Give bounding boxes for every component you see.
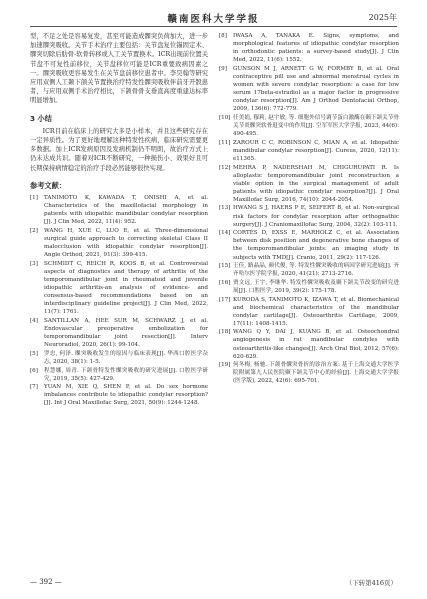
reference-number: [12]: [219, 164, 231, 171]
reference-item: [219, 279, 399, 295]
reference-number: [5]: [30, 350, 38, 357]
reference-text: GUNSON M J, ARNETT G W, FORMBY B, et al. Oral contraceptive pill use and abnormal menstrual cycles in women with severe condylar resorption: a case for low serum 17beta-estradiol as a major factor in progressive condylar resorption[J]. Am J Orthod Dentofacial Orthop, 2009, 136(6): 772-779.: [233, 65, 399, 113]
reference-text: SCHMIDT C, REICH R, KOOS B, et al. Controversial aspects of diagnostics and therapy of arthritis of the temporomandibular joint in rheumatoid and juvenile idiopathic arthritis-an analysis of evidence- and consensus-based recommendations based on an interdisciplinary guideline project[J]. J Clin Med, 2022, 11(7): 1761.: [44, 260, 208, 316]
reference-text: WANG H, XUE C, LUO E, et al. Three-dimensional surgical guide approach to correcting skeletal Class II malocclusion with idiopathic condylar resorption[J]. Angle Orthod, 2021, 91(3): 399-415.: [44, 227, 208, 259]
reference-text: MEHRA P, NADERSHAH M, CHIGURUPATI R. Is alloplastic temporomandibular joint reconstruction a viable option in the surgical management of adult patients with idiopathic condylar resorption?[J]. J Oral Maxillofac Surg, 2016, 74(10): 2044-2054.: [233, 164, 399, 203]
reference-number: [18]: [219, 329, 231, 336]
reference-number: [19]: [219, 362, 231, 369]
page-header: [30, 10, 397, 27]
reference-list-left: [30, 194, 208, 407]
reference-text: 程慧娜, 周青. 下颌骨特发性髁突吸收的研究进展[J]. 口腔医学研究, 2019, 35(5): 427-429.: [44, 367, 208, 382]
reference-text: IWASA A, TANAKA E. Signs, symptoms, and morphological features of idiopathic condylar resorption in orthodontic patients: a survey-based study[J]. J Clin Med, 2022, 11(6): 1552.: [233, 33, 399, 64]
reference-item: [219, 361, 399, 385]
reference-number: [3]: [30, 260, 38, 267]
reference-number: [13]: [219, 205, 231, 212]
reference-item: [219, 32, 399, 64]
reference-number: [9]: [219, 65, 227, 72]
reference-number: [6]: [30, 367, 38, 374]
journal-year: 2025年: [368, 13, 397, 22]
reference-item: [30, 260, 208, 317]
reference-text: 何冬梅, 杨驰. 下颌骨髁突骨折的诊治方案: 基于上海交通大学医学院附属第九人民医院颞下颌关节中心的经验[J]. 上海交通大学学报(医学版), 2022, 42(6): 695-701.: [233, 362, 399, 385]
reference-number: [10]: [219, 114, 231, 121]
reference-number: [17]: [219, 296, 231, 303]
body-paragraph-2: ICR目前在临床上的研究大多是小样本，并且这些研究存在一定异质性。为了更好地理解这种特发性疾病，临床研究需要更多数据。加上ICR发病原因及发病机制仍不明朗，故治疗方式上仍未达成共识。随着对ICR不断研究，一种损伤小、效果好且可长期保持病情稳定的治疗手段必然能够很快实现。: [30, 127, 208, 172]
reference-text: 王佳, 路晶晶, 颜代俊, 等. 特发性髁突吸收的病因学研究进展[J]. 齐齐哈尔医学院学报, 2020, 41(21): 2713-2716.: [233, 263, 399, 278]
reference-number: [15]: [219, 263, 231, 270]
references-title: 参考文献：: [30, 180, 66, 190]
reference-item: [30, 383, 208, 407]
reference-item: [219, 204, 399, 228]
reference-item: [30, 317, 208, 349]
reference-text: ZAROUR C C, ROBINSON C, MIAN A, et al. Idiopathic mandibular condylar resorption[J]. Cureus, 2020, 12(11): e11365.: [233, 139, 399, 162]
reference-item: [219, 262, 399, 278]
journal-title: 赣南医科大学学报: [167, 14, 260, 25]
reference-number: [8]: [219, 33, 227, 39]
reference-item: [219, 229, 399, 261]
reference-text: TANIMOTO K, KAWADA T, ONISHI A, et al. Characteristics of the maxillofacial morphology in patients with idiopathic mandibular condylar resorption [J]. J Clin Med, 2022, 11(4): 952.: [44, 195, 208, 226]
reference-item: [219, 139, 399, 163]
reference-text: 罗忠, 何泽. 髁突吸收发生的原因与临床表现[J]. 华西口腔医学杂志, 2020, 38(1): 1-5.: [44, 350, 208, 365]
reference-number: [1]: [30, 195, 38, 202]
reference-number: [2]: [30, 227, 38, 234]
reference-text: CORTÉS D, EXSS E, MARHOLZ C, et al. Association between disk position and degenerative bone changes of the temporomandibular joints: an imaging study in subjects with TMD[J]. Cranio, 2011, 29(2): 117-126.: [233, 230, 399, 261]
reference-list-right: [219, 32, 399, 386]
reference-text: 任美娟, 穆莉, 赵宇敏, 等. 细胞外信号调节蛋白激酶在颞下颌关节骨关节炎髁突软骨退变中的作用[J]. 空军军医大学学报, 2023, 44(6): 490-495.: [233, 114, 399, 138]
reference-number: [7]: [30, 384, 38, 391]
body-paragraph-1: 型，不足之处是容易复发，甚至可能造成髁突负荷加大，进一步加速髁突吸收。关节手术治疗主要包括：关节盘复位锚固定术、髁突切除后肋骨-软骨转移或人工关节置换术。ICR出现前位置关节盘不可复性前移位，关节盘移位可能是ICR重要致病因素之一。髁突吸收更容易发生在关节盘前移位患者中。李昊翰等研究应用双侧人工颞下颌关节置换治疗特发性髁突吸收伴前牙开骰患者，与应用双侧手术治疗相比，下颌骨骨支垂直高度重建达标率明显增加。: [30, 33, 208, 105]
right-column: [219, 32, 399, 386]
reference-item: [30, 194, 208, 226]
reference-text: WANG Q Y, DAI J, KUANG B, et al. Osteochondral angiogenesis in rat mandibular condyles with osteoarthritis-like changes[J]. Arch Oral Biol, 2012, 57(6): 620-629.: [233, 329, 399, 360]
reference-number: [11]: [219, 139, 231, 146]
reference-item: [219, 296, 399, 328]
reference-item: [30, 367, 208, 383]
reference-text: SANTILLAN A, HEE SUR M, SCHWARZ J, et al. Endovascular preoperative embolization for temporomandibular joint resection[J]. Interv Neuroradiol, 2020, 26(1): 99-104.: [44, 317, 208, 349]
reference-item: [30, 350, 208, 366]
reference-item: [219, 65, 399, 114]
continued-note: （下转第416页）: [345, 579, 397, 587]
page-number: — 392 —: [30, 578, 62, 586]
reference-item: [30, 227, 208, 259]
section-title-summary: 3 小结: [30, 113, 52, 123]
reference-item: [219, 164, 399, 204]
left-column: [30, 32, 208, 408]
reference-number: [14]: [219, 230, 231, 237]
reference-number: [4]: [30, 317, 38, 324]
reference-item: [219, 114, 399, 138]
reference-text: KURODA S, TANIMOTO K, IZAWA T, et al. Biomechanical and biochemical characteristics of the mandibular condylar cartilage[J]. Osteoarthritis Cartilage, 2009, 17(11): 1408-1415.: [233, 296, 399, 327]
reference-number: [16]: [219, 279, 231, 286]
reference-item: [219, 328, 399, 360]
reference-text: HWANG S J, HAERS P E, SEIFERT B, et al. Non-surgical risk factors for condylar resorption after orthognathic surgery[J]. J Craniomaxillofac Surg, 2004, 32(2): 103-111.: [233, 205, 399, 228]
reference-text: YUAN M, XIE Q, SHEN P, et al. Do sex hormone imbalances contribute to idiopathic condylar resorption?[J]. Int J Oral Maxillofac Surg, 2021, 50(9): 1244-1248.: [44, 384, 208, 407]
reference-text: 贾文远, 王宇, 李继华. 特发性髁突吸收及颞下颌关节改变的研究进展[J]. 口腔医学, 2019, 39(2): 175-178.: [233, 279, 399, 294]
